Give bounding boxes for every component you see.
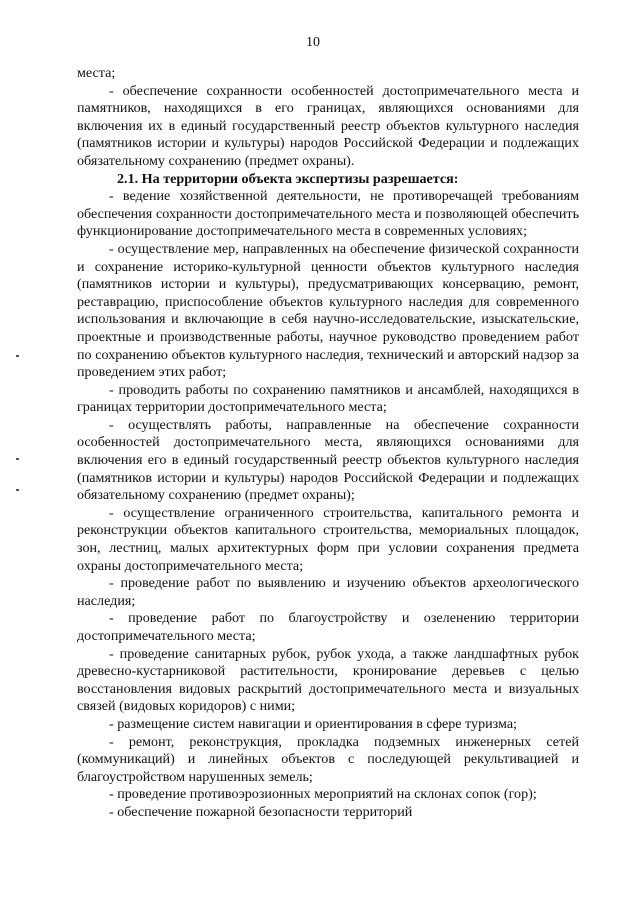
- margin-mark: [16, 489, 19, 491]
- margin-mark: [16, 355, 19, 357]
- paragraph: - проведение противоэрозионных мероприятий на склонах сопок (гор);: [109, 786, 537, 803]
- paragraph: - осуществление мер, направленных на обеспечение физической сохранности и сохранение историко-культурной ценности объектов культурного наследия (памятников истории и культуры), предусматривающих консервацию, ремонт, реставрацию, приспособление объектов культурного наследия для современного использования и включающие в себя научно-исследовательские, изыскательские, проектные и производственные работы, научное руководство проведением работ по сохранению объектов культурного наследия, технический и авторский надзор за проведением этих работ;: [77, 240, 579, 381]
- section-heading: 2.1. На территории объекта экспертизы разрешается:: [117, 170, 459, 187]
- margin-mark: [16, 458, 19, 460]
- paragraph: - осуществлять работы, направленные на обеспечение сохранности особенностей достопримечательного места, являющихся основаниями для включения его в единый государственный реестр объектов культурного наследия (памятников истории и культуры) народов Российской Федерации и подлежащих обязательному сохранению (предмет охраны);: [77, 416, 579, 504]
- paragraph: - размещение систем навигации и ориентирования в сфере туризма;: [109, 715, 518, 732]
- paragraph: - обеспечение пожарной безопасности территорий: [109, 803, 413, 820]
- paragraph: - осуществление ограниченного строительства, капитального ремонта и реконструкции объектов капитального строительства, мемориальных площадок, зон, лестниц, малых архитектурных форм при условии сохранения предмета охраны достопримечательного места;: [77, 504, 579, 574]
- paragraph-continuation: места;: [77, 65, 116, 81]
- paragraph: - обеспечение сохранности особенностей достопримечательного места и памятников, находящихся в его границах, являющихся основаниями для включения их в единый государственный реестр объектов культурного наследия (памятников истории и культуры) народов Российской Федерации и подлежащих обязательному сохранению (предмет охраны).: [77, 82, 579, 169]
- page-number: 10: [306, 35, 320, 50]
- paragraph: - проводить работы по сохранению памятников и ансамблей, находящихся в границах территории достопримечательного места;: [77, 381, 579, 416]
- paragraph: - проведение санитарных рубок, рубок ухода, а также ландшафтных рубок древесно-кустарниковой растительности, кронирование деревьев с целью восстановления видовых раскрытий достопримечательного места и визуальных связей (видовых коридоров) с ними;: [77, 645, 579, 715]
- document-body: [77, 65, 579, 822]
- paragraph: - ведение хозяйственной деятельности, не противоречащей требованиям обеспечения сохранности достопримечательного места и позволяющей обеспечить функционирование достопримечательного места в современных условиях;: [77, 188, 579, 240]
- paragraph: - проведение работ по выявлению и изучению объектов археологического наследия;: [77, 575, 579, 609]
- paragraph: - проведение работ по благоустройству и озеленению территории достопримечательного места;: [77, 610, 579, 644]
- paragraph: - ремонт, реконструкция, прокладка подземных инженерных сетей (коммуникаций) и линейных объектов с последующей рекультивацией и благоустройством нарушенных земель;: [77, 733, 579, 785]
